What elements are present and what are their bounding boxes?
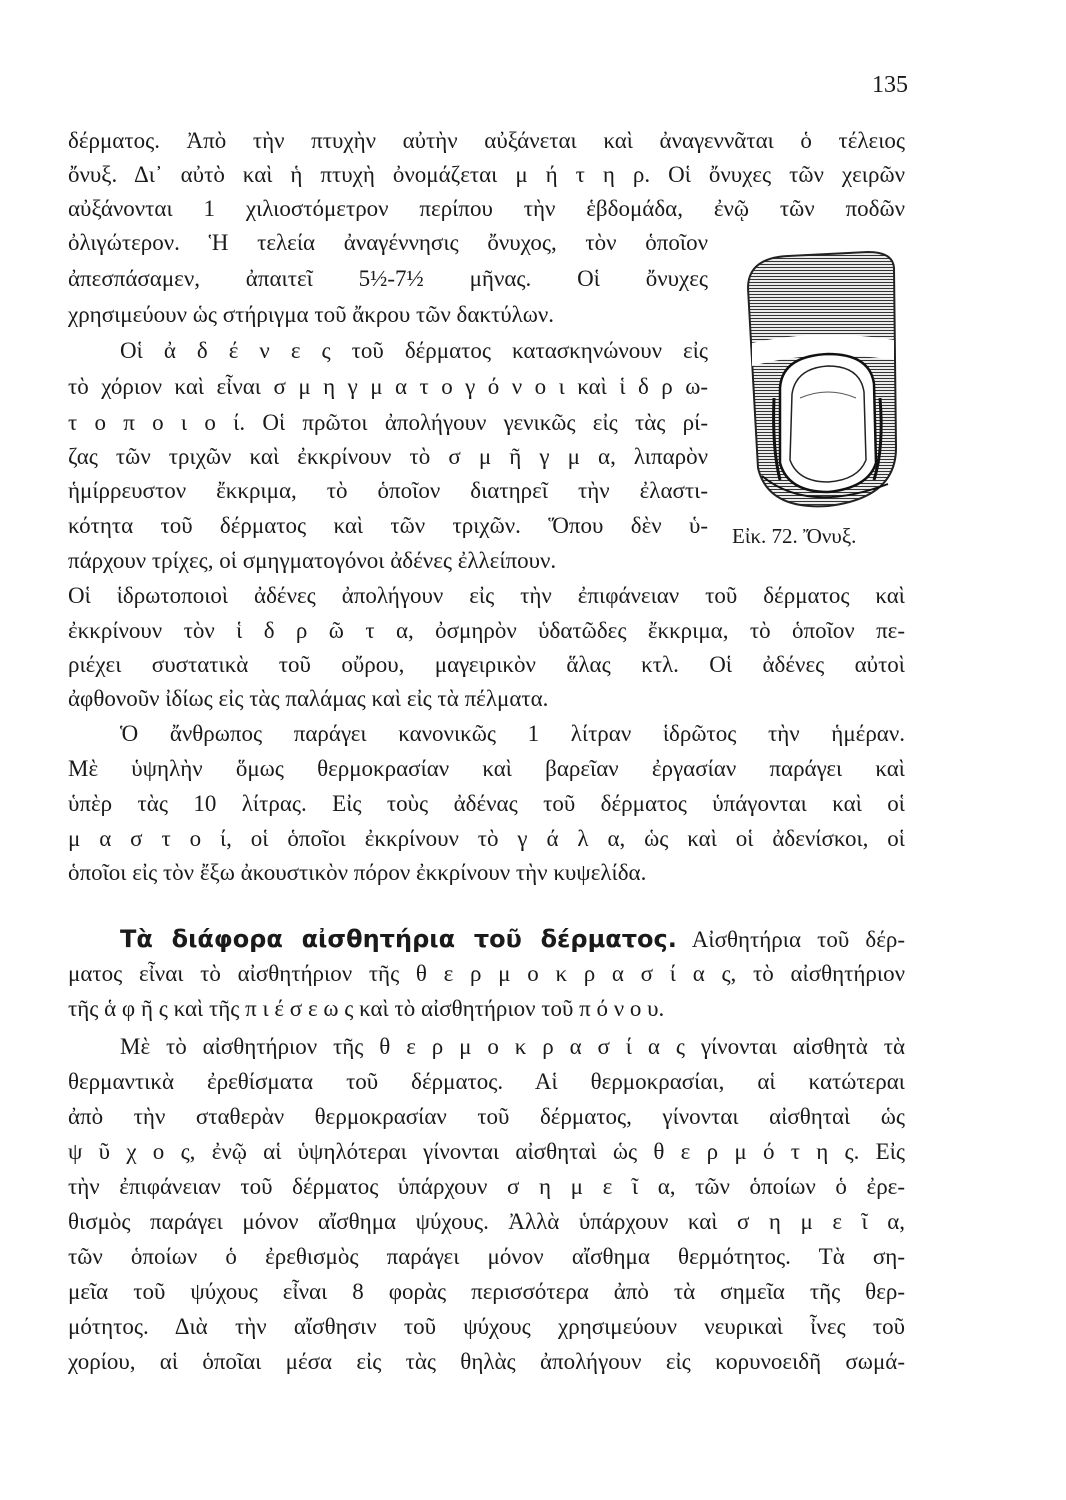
fingernail-illustration — [718, 248, 908, 528]
text-line: τ ο π ο ι ο ί. Οἱ πρῶτοι ἀπολήγουν γενικῶς εἰς τὰς ρί- — [68, 410, 708, 435]
text-line: ἀπεσπάσαμεν, ἀπαιτεῖ 5½-7½ μῆνας. Οἱ ὄνυχες — [68, 266, 708, 291]
page-number: 135 — [872, 72, 908, 98]
text-line: αὐξάνονται 1 χιλιοστόμετρον περίπου τὴν ἑβδομάδα, ἐνῷ τῶν ποδῶν — [68, 196, 905, 221]
text-line: Οἱ ἱδρωτοποιοὶ ἀδένες ἀπολήγουν εἰς τὴν ἐπιφάνειαν τοῦ δέρματος καὶ — [68, 583, 905, 608]
text-line: Ὁ ἄνθρωπος παράγει κανονικῶς 1 λίτραν ἱδρῶτος τὴν ἡμέραν. — [120, 721, 905, 746]
text-line: ζας τῶν τριχῶν καὶ ἐκκρίνουν τὸ σ μ ῆ γ μ α, λιπαρὸν — [68, 444, 708, 469]
text-line: ἀπὸ τὴν σταθερὰν θερμοκρασίαν τοῦ δέρματος, γίνονται αἰσθηταὶ ὡς — [68, 1104, 905, 1129]
text-line: κότητα τοῦ δέρματος καὶ τῶν τριχῶν. Ὅπου δὲν ὑ- — [68, 513, 708, 538]
text-line: θερμαντικὰ ἐρεθίσματα τοῦ δέρματος. Αἱ θερμοκρασίαι, αἱ κατώτεραι — [68, 1069, 905, 1094]
text-line: τῶν ὁποίων ὁ ἐρεθισμὸς παράγει μόνον αἴσθημα θερμότητος. Τὰ ση- — [68, 1244, 905, 1269]
section-heading-continuation: Αἰσθητήρια τοῦ δέρ- — [691, 927, 906, 952]
text-line: ματος εἶναι τὸ αἰσθητήριον τῆς θ ε ρ μ ο κ ρ α σ ί α ς, τὸ αἰσθητήριον — [68, 961, 905, 986]
text-line: ριέχει συστατικὰ τοῦ οὔρου, μαγειρικὸν ἅλας κτλ. Οἱ ἀδένες αὐτοὶ — [68, 652, 905, 677]
text-line: πάρχουν τρίχες, οἱ σμηγματογόνοι ἀδένες ἐλλείπουν. — [68, 548, 557, 573]
nail-plate — [780, 354, 876, 492]
figure-caption: Εἰκ. 72. Ὄνυξ. — [732, 524, 857, 548]
text-line: τὸ χόριον καὶ εἶναι σ μ η γ μ α τ ο γ ό ν ο ι καὶ ἱ δ ρ ω- — [68, 374, 708, 399]
text-line: χρησιμεύουν ὡς στήριγμα τοῦ ἄκρου τῶν δακτύλων. — [68, 302, 555, 327]
text-line: ψ ῦ χ ο ς, ἐνῷ αἱ ὑψηλότεραι γίνονται αἰσθηταὶ ὡς θ ε ρ μ ό τ η ς. Εἰς — [68, 1139, 905, 1164]
text-line: ὑπὲρ τὰς 10 λίτρας. Εἰς τοὺς ἀδένας τοῦ δέρματος ὑπάγονται καὶ οἱ — [68, 791, 905, 816]
text-line: ὁποῖοι εἰς τὸν ἔξω ἀκουστικὸν πόρον ἐκκρίνουν τὴν κυψελίδα. — [68, 860, 647, 885]
text-line: μ α σ τ ο ί, οἱ ὁποῖοι ἐκκρίνουν τὸ γ ά λ α, ὡς καὶ οἱ ἀδενίσκοι, οἱ — [68, 826, 905, 851]
text-line: ἡμίρρευστον ἔκκριμα, τὸ ὁποῖον διατηρεῖ τὴν ἐλαστι- — [68, 478, 708, 503]
text-line: ἐκκρίνουν τὸν ἱ δ ρ ῶ τ α, ὀσμηρὸν ὑδατῶδες ἔκκριμα, τὸ ὁποῖον πε- — [68, 618, 905, 643]
text-line: θισμὸς παράγει μόνον αἴσθημα ψύχους. Ἀλλὰ ὑπάρχουν καὶ σ η μ ε ῖ α, — [68, 1209, 905, 1234]
text-line: τὴν ἐπιφάνειαν τοῦ δέρματος ὑπάρχουν σ η μ ε ῖ α, τῶν ὁποίων ὁ ἐρε- — [68, 1174, 905, 1199]
text-line: μεῖα τοῦ ψύχους εἶναι 8 φορὰς περισσότερα ἀπὸ τὰ σημεῖα τῆς θερ- — [68, 1279, 905, 1304]
figure-fingernail — [718, 248, 908, 538]
text-line: ἀφθονοῦν ἰδίως εἰς τὰς παλάμας καὶ εἰς τὰ πέλματα. — [68, 686, 549, 711]
section-heading-line — [120, 922, 905, 956]
text-line: δέρματος. Ἀπὸ τὴν πτυχὴν αὐτὴν αὐξάνεται καὶ ἀναγεννᾶται ὁ τέλειος — [68, 128, 905, 153]
text-line: μότητος. Διὰ τὴν αἴσθησιν τοῦ ψύχους χρησιμεύουν νευρικαὶ ἶνες τοῦ — [68, 1314, 905, 1339]
text-line: ὀλιγώτερον. Ἡ τελεία ἀναγέννησις ὄνυχος, τὸν ὁποῖον — [68, 230, 708, 255]
text-line: Μὲ τὸ αἰσθητήριον τῆς θ ε ρ μ ο κ ρ α σ ί α ς γίνονται αἰσθητὰ τὰ — [120, 1034, 905, 1059]
text-line: Μὲ ὑψηλὴν ὅμως θερμοκρασίαν καὶ βαρεῖαν ἐργασίαν παράγει καὶ — [68, 756, 905, 781]
text-line: τῆς ἁ φ ῆ ς καὶ τῆς π ι έ σ ε ω ς καὶ τὸ αἰσθητήριον τοῦ π ό ν ο υ. — [68, 996, 665, 1021]
text-line: ὄνυξ. Δι᾽ αὐτὸ καὶ ἡ πτυχὴ ὀνομάζεται μ ή τ η ρ. Οἱ ὄνυχες τῶν χειρῶν — [68, 162, 905, 187]
section-heading: Τὰ διάφορα αἰσθητήρια τοῦ δέρματος. — [120, 925, 677, 953]
text-line: Οἱ ἀ δ έ ν ε ς τοῦ δέρματος κατασκηνώνουν εἰς — [120, 338, 708, 363]
text-line: χορίου, αἱ ὁποῖαι μέσα εἰς τὰς θηλὰς ἀπολήγουν εἰς κορυνοειδῆ σωμά- — [68, 1349, 905, 1374]
